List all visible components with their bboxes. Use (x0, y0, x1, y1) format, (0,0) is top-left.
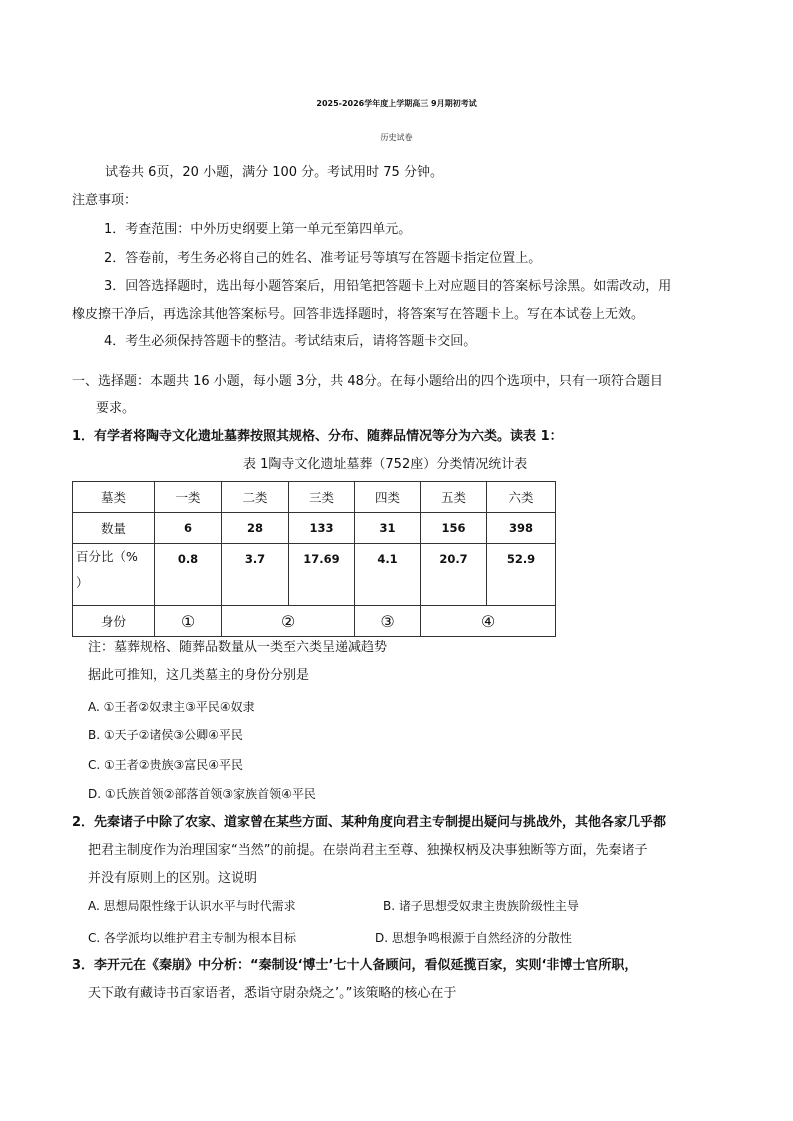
q2-stem-line-2: 把君主制度作为治理国家“当然”的前提。在崇尚君主至尊、独操权柄及决事独断等方面，先秦诸子 (88, 843, 648, 858)
table-caption: 表 1陶寺文化遗址墓葬（752座）分类情况统计表 (243, 457, 528, 472)
q3-stem-line-2: 天下敢有藏诗书百家语者，悉诣守尉杂烧之’。”该策略的核心在于 (88, 986, 457, 1001)
q2-stem-line-3: 并没有原则上的区别。这说明 (88, 871, 258, 886)
q2-option-b[interactable]: B. 诸子思想受奴隶主贵族阶级性主导 (383, 899, 579, 913)
q3-stem-line-1: 3．李开元在《秦崩》中分析：“秦制设‘博士’七十人备顾问，看似延揽百家，实则‘非博士官所职， (72, 958, 638, 973)
burial-classification-table (72, 481, 556, 637)
table-header-cell: 墓类 (73, 482, 155, 513)
q2-option-c[interactable]: C. 各学派均以维护君主专制为根本目标 (88, 931, 297, 945)
table-header-cell: 五类 (421, 482, 487, 513)
q2-stem-line-1: 2．先秦诸子中除了农家、道家曾在某些方面、某种角度向君主专制提出疑问与挑战外，其他各家几乎都 (72, 815, 667, 830)
table-cell: 20.7 (421, 544, 487, 606)
table-cell: 156 (421, 513, 487, 544)
table-cell: 28 (222, 513, 289, 544)
table-cell: 31 (355, 513, 421, 544)
table-cell: 4.1 (355, 544, 421, 606)
q1-question: 据此可推知，这几类墓主的身份分别是 (88, 668, 310, 683)
table-cell: 133 (289, 513, 355, 544)
section-heading-line-1: 一、选择题：本题共 16 小题，每小题 3分，共 48分。在每小题给出的四个选项中，只有一项符合题目 (72, 374, 663, 389)
notice-item-3-line-2: 橡皮擦干净后，再选涂其他答案标号。回答非选择题时，将答案写在答题卡上。写在本试卷上无效。 (72, 307, 645, 322)
table-header-cell: 三类 (289, 482, 355, 513)
q1-option-a[interactable]: A. ①王者②奴隶主③平民④奴隶 (88, 700, 255, 714)
table-cell: 52.9 (487, 544, 556, 606)
q2-option-a[interactable]: A. 思想局限性缘于认识水平与时代需求 (88, 899, 296, 913)
table-header-row (73, 482, 556, 513)
identity-mark: ② (222, 606, 355, 637)
q1-option-b[interactable]: B. ①天子②诸侯③公卿④平民 (88, 728, 243, 742)
notice-item-2: 2．答卷前，考生务必将自己的姓名、准考证号等填写在答题卡指定位置上。 (104, 251, 542, 266)
table-row-label: 数量 (73, 513, 155, 544)
table-percent-row (73, 544, 556, 606)
subject-title: 历史试卷 (380, 133, 413, 142)
table-identity-row (73, 606, 556, 637)
section-heading-line-2: 要求。 (96, 401, 136, 416)
table-header-cell: 一类 (155, 482, 222, 513)
table-header-cell: 四类 (355, 482, 421, 513)
page-title: 2025-2026学年度上学期高三 9月期初考试 (316, 99, 477, 108)
identity-mark: ④ (421, 606, 556, 637)
table-cell: 3.7 (222, 544, 289, 606)
table-cell: 0.8 (155, 544, 222, 606)
table-cell: 17.69 (289, 544, 355, 606)
table-count-row (73, 513, 556, 544)
identity-mark: ① (155, 606, 222, 637)
identity-mark: ③ (355, 606, 421, 637)
table-header-cell: 二类 (222, 482, 289, 513)
percent-label-part: ） (76, 575, 89, 590)
notice-item-3-line-1: 3．回答选择题时，选出每小题答案后，用铅笔把答题卡上对应题目的答案标号涂黑。如需改动，用 (104, 279, 672, 294)
q1-option-d[interactable]: D. ①氏族首领②部落首领③家族首领④平民 (88, 787, 316, 801)
q1-stem: 1．有学者将陶寺文化遗址墓葬按照其规格、分布、随葬品情况等分为六类。读表 1： (72, 429, 563, 444)
exam-intro: 试卷共 6页，20 小题，满分 100 分。考试用时 75 分钟。 (105, 165, 443, 180)
notice-item-4: 4．考生必须保持答题卡的整洁。考试结束后，请将答题卡交回。 (104, 334, 477, 349)
table-header-cell: 六类 (487, 482, 556, 513)
table-row-label (73, 544, 155, 606)
notice-heading: 注意事项： (72, 193, 138, 208)
q1-option-c[interactable]: C. ①王者②贵族③富民④平民 (88, 758, 244, 772)
table-cell: 398 (487, 513, 556, 544)
q2-option-d[interactable]: D. 思想争鸣根源于自然经济的分散性 (375, 931, 572, 945)
notice-item-1: 1．考查范围：中外历史纲要上第一单元至第四单元。 (104, 222, 412, 237)
table-note: 注：墓葬规格、随葬品数量从一类至六类呈递减趋势 (88, 640, 388, 655)
table-cell: 6 (155, 513, 222, 544)
percent-label-part: 百分比（% (76, 549, 138, 564)
table-row-label: 身份 (73, 606, 155, 637)
